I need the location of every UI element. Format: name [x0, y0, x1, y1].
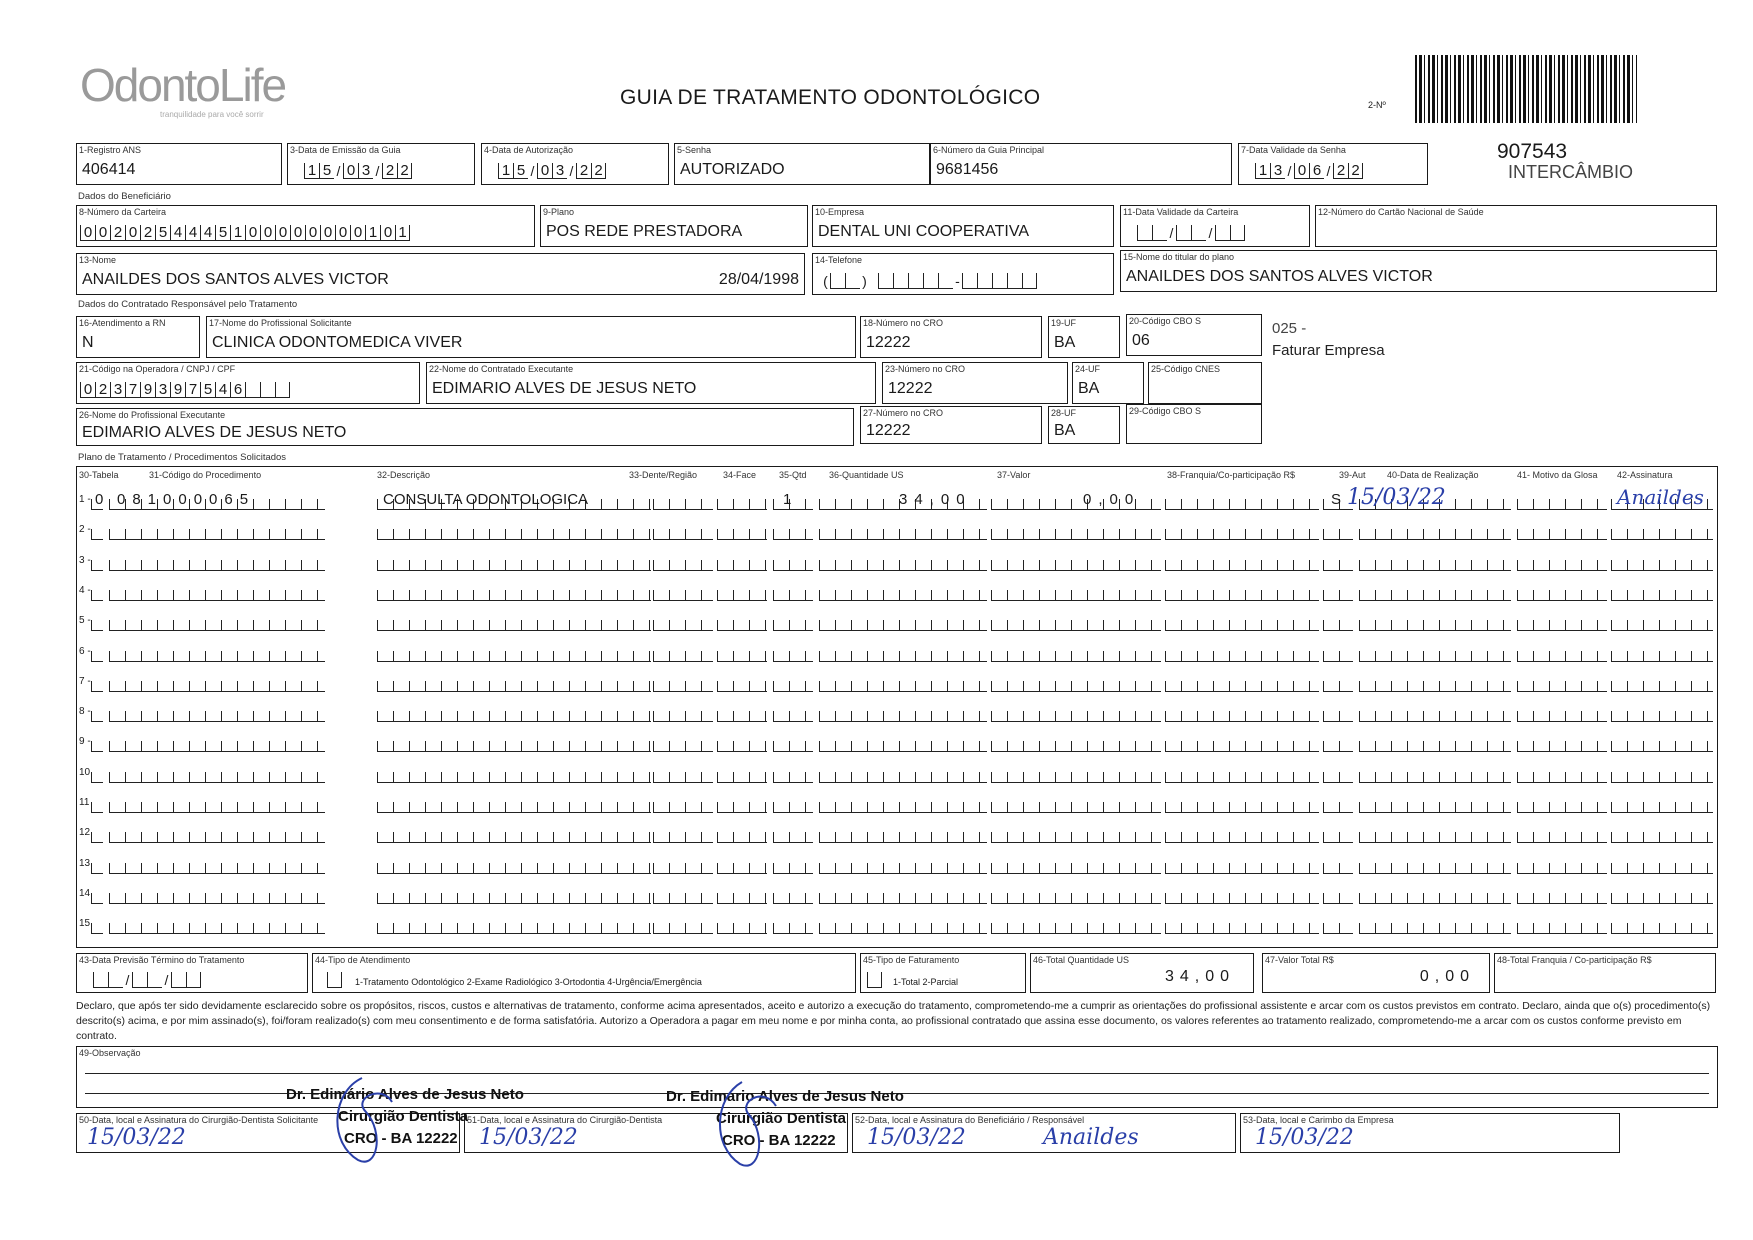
procedure-row[interactable] — [77, 606, 1717, 634]
label: 46-Total Quantidade US — [1033, 955, 1130, 965]
label: 7-Data Validade da Senha — [1241, 145, 1346, 155]
handwritten-date: 15/03/22 — [479, 1125, 578, 1150]
cell-valor: 0,00 — [1083, 491, 1141, 508]
label: 3-Data de Emissão da Guia — [290, 145, 401, 155]
procedure-row[interactable] — [77, 515, 1717, 543]
label: 12-Número do Cartão Nacional de Saúde — [1318, 207, 1484, 217]
label: 43-Data Previsão Término do Tratamento — [79, 955, 245, 965]
date-cells: 1 3 / 0 6 / 2 2 — [1255, 163, 1363, 179]
field-plano[interactable] — [540, 205, 808, 247]
field-atendimento-rn[interactable] — [76, 316, 200, 358]
page-title: GUIA DE TRATAMENTO ODONTOLÓGICO — [620, 86, 1041, 109]
field-total-us[interactable] — [1030, 953, 1254, 993]
row-number: 14 — [79, 887, 91, 899]
nascimento-value: 28/04/1998 — [718, 271, 799, 288]
label: 1-Registro ANS — [79, 145, 142, 155]
label: 49-Observação — [79, 1048, 141, 1058]
label: 44-Tipo de Atendimento — [315, 955, 411, 965]
field-titular[interactable] — [1120, 250, 1717, 292]
value: BA — [1054, 422, 1076, 439]
row-number: 7 - — [79, 675, 91, 687]
cell-tabela: 0 — [95, 491, 104, 508]
date-cells: 1 5 / 0 3 / 2 2 — [498, 163, 606, 179]
cell-us: 34,00 — [899, 491, 972, 508]
cell-aut: S — [1331, 491, 1342, 508]
procedure-row[interactable] — [77, 697, 1717, 725]
stamp-cro: CRO - BA 12222 — [722, 1132, 836, 1149]
procedure-row[interactable] — [77, 637, 1717, 665]
row-number: 9 - — [79, 736, 91, 748]
row-number: 1 - — [79, 494, 91, 505]
label: 18-Número no CRO — [863, 318, 944, 328]
row-number: 15 — [79, 918, 91, 930]
date-cells: 1 5 / 0 3 / 2 2 — [304, 163, 412, 179]
row-number: 8 - — [79, 706, 91, 718]
field-guia-principal[interactable] — [930, 143, 1232, 185]
column-header: 31-Código do Procedimento — [149, 470, 262, 480]
tipo-faturamento-options: 1-Total 2-Parcial — [893, 977, 959, 987]
column-header: 34-Face — [723, 470, 757, 480]
stamp-cro: CRO - BA 12222 — [344, 1130, 458, 1147]
note-text: Faturar Empresa — [1272, 342, 1385, 359]
section-plano-tratamento: Plano de Tratamento / Procedimentos Solicitados — [78, 452, 287, 463]
field-contratado-executante[interactable] — [426, 362, 876, 404]
field-uf-19[interactable] — [1048, 316, 1120, 358]
value: EDIMARIO ALVES DE JESUS NETO — [82, 424, 347, 441]
value: 12222 — [888, 380, 933, 397]
row-number: 2 - — [79, 524, 91, 536]
procedure-row[interactable] — [77, 849, 1717, 877]
cell-descricao: CONSULTA ODONTOLOGICA — [383, 491, 589, 508]
date-cells: / / — [1137, 225, 1245, 241]
label: 20-Código CBO S — [1129, 316, 1202, 326]
logo — [80, 58, 285, 119]
field-telefone[interactable] — [812, 253, 1114, 295]
label: 15-Nome do titular do plano — [1123, 252, 1235, 262]
stamp-name: Dr. Edimário Alves de Jesus Neto — [666, 1088, 904, 1105]
label: 19-UF — [1051, 318, 1077, 328]
value: DENTAL UNI COOPERATIVA — [818, 223, 1029, 240]
label: 17-Nome do Profissional Solicitante — [209, 318, 352, 328]
cell-codigo: 081000065 — [117, 491, 256, 508]
value: EDIMARIO ALVES DE JESUS NETO — [432, 380, 697, 397]
field-data-emissao[interactable] — [287, 143, 475, 185]
field-tipo-atendimento[interactable] — [312, 953, 856, 993]
row-number: 5 - — [79, 615, 91, 627]
column-header: 30-Tabela — [79, 470, 119, 480]
column-header: 33-Dente/Região — [629, 470, 698, 480]
column-header: 32-Descrição — [377, 470, 431, 480]
field-senha[interactable] — [674, 143, 930, 185]
label: 48-Total Franquia / Co-participação R$ — [1497, 955, 1652, 965]
row-number: 12 — [79, 827, 91, 839]
field-data-autorizacao[interactable] — [481, 143, 669, 185]
value: ANAILDES DOS SANTOS ALVES VICTOR — [82, 271, 389, 288]
section-beneficiario: Dados do Beneficiário — [78, 191, 171, 202]
column-header: 41- Motivo da Glosa — [1517, 470, 1598, 480]
procedure-row[interactable] — [77, 485, 1717, 513]
handwritten-signature: Anaildes — [1617, 485, 1704, 509]
declaration-text: Declaro, que após ter sido devidamente esclarecido sobre os propósitos, riscos, custos e alternativas de tratamento, conforme acima apresentados, aceito e autorizo a execução do tratamento, comprometendo-me a cumprir as orientações do profissional assistente e arcar com os custos previstos em contrato. Declaro, ainda que o(s) procedimento(s) descrito(s) acima, e por mim assinado(s), foi/foram realizado(s) com meu consentimento e de forma satisfatória. Autorizo a Operadora a pagar em meu nome e por minha conta, ao profissional contratado que assina esse documento, os valores referentes ao tratamento realizado, comprometendo-me a arcar com os custos conforme previsto em contrato. — [76, 1000, 1711, 1042]
note-code: 025 - — [1272, 320, 1307, 337]
field-cnpj[interactable] — [76, 362, 420, 404]
pen-signature-icon — [706, 1074, 796, 1174]
field-cartao-nacional[interactable] — [1315, 205, 1717, 247]
row-number: 11 — [79, 797, 90, 808]
column-header: 35-Qtd — [779, 470, 807, 480]
column-header: 38-Franquia/Co-participação R$ — [1167, 470, 1296, 480]
stamp-name: Dr. Edimário Alves de Jesus Neto — [286, 1086, 524, 1103]
label: 45-Tipo de Faturamento — [863, 955, 960, 965]
field-nome[interactable] — [76, 253, 805, 295]
label: 51-Data, local e Assinatura do Cirurgião-Dentista — [467, 1115, 663, 1125]
value: 406414 — [82, 161, 136, 178]
value: ANAILDES DOS SANTOS ALVES VICTOR — [1126, 268, 1433, 285]
label: 6-Número da Guia Principal — [933, 145, 1045, 155]
field-cnes[interactable] — [1148, 362, 1262, 404]
procedure-row[interactable] — [77, 667, 1717, 695]
value: POS REDE PRESTADORA — [546, 223, 743, 240]
field-empresa[interactable] — [812, 205, 1114, 247]
value: 12222 — [866, 422, 911, 439]
field-valor-total[interactable] — [1262, 953, 1490, 993]
field-uf-28[interactable] — [1048, 406, 1120, 444]
handwritten-date: 15/03/22 — [1347, 485, 1446, 510]
procedure-row[interactable] — [77, 909, 1717, 937]
value: 12222 — [866, 334, 911, 351]
row-number: 6 - — [79, 645, 91, 657]
cnpj-cells: 0 2 3 7 9 3 9 7 5 4 6 — [80, 382, 290, 398]
label: 50-Data, local e Assinatura do Cirurgião-Dentista Solicitante — [79, 1115, 319, 1125]
label: 10-Empresa — [815, 207, 865, 217]
field-cbo-29[interactable] — [1126, 404, 1262, 444]
row-number: 13 — [79, 857, 91, 869]
label: 14-Telefone — [815, 255, 863, 265]
signature-empresa[interactable] — [1240, 1113, 1620, 1153]
row-number: 4 - — [79, 584, 91, 596]
label: 16-Atendimento a RN — [79, 318, 166, 328]
stamp-role: Cirurgião Dentista — [716, 1110, 847, 1127]
guide-number: 907543 — [1497, 140, 1568, 163]
value: N — [82, 334, 94, 351]
procedure-row[interactable] — [77, 546, 1717, 574]
value: BA — [1078, 380, 1100, 397]
label: 4-Data de Autorização — [484, 145, 574, 155]
handwritten-date: 15/03/22 — [867, 1125, 966, 1150]
section-contratado: Dados do Contratado Responsável pelo Tratamento — [78, 299, 298, 310]
field-cro-23[interactable] — [882, 362, 1068, 404]
number-label: 2-Nº — [1368, 100, 1386, 110]
column-header: 37-Valor — [997, 470, 1031, 480]
choice-cell — [327, 972, 342, 988]
label: 25-Código CNES — [1151, 364, 1221, 374]
total-us-value: 34,00 — [1164, 968, 1235, 985]
value: AUTORIZADO — [680, 161, 785, 178]
label: 29-Código CBO S — [1129, 406, 1202, 416]
label: 53-Data, local e Carimbo da Empresa — [1243, 1115, 1394, 1125]
barcode — [1415, 55, 1637, 123]
handwritten-date: 15/03/22 — [1255, 1125, 1354, 1150]
value: 06 — [1132, 332, 1150, 349]
procedure-row[interactable] — [77, 758, 1717, 786]
procedures-table — [76, 466, 1718, 948]
carteira-cells: 0 0 2 0 2 5 4 4 4 5 1 0 0 0 0 0 0 0 0 1 0 1 — [80, 225, 410, 241]
field-uf-24[interactable] — [1072, 362, 1144, 404]
field-profissional-solicitante[interactable] — [206, 316, 856, 358]
row-number: 10 — [79, 766, 91, 778]
handwritten-date: 15/03/22 — [87, 1125, 186, 1150]
value: CLINICA ODONTOMEDICA VIVER — [212, 334, 463, 351]
column-header: 40-Data de Realização — [1387, 470, 1479, 480]
field-registro-ans[interactable] — [76, 143, 282, 185]
label: 9-Plano — [543, 207, 575, 217]
signature-beneficiario[interactable] — [852, 1113, 1236, 1153]
procedure-row[interactable] — [77, 788, 1717, 816]
field-validade-senha[interactable] — [1238, 143, 1428, 185]
field-cro-18[interactable] — [860, 316, 1042, 358]
stamp-role: Cirurgião Dentista — [338, 1108, 469, 1125]
label: 28-UF — [1051, 408, 1077, 418]
column-header: 39-Aut — [1339, 470, 1366, 480]
field-profissional-executante[interactable] — [76, 408, 854, 446]
field-validade-carteira[interactable] — [1120, 205, 1310, 247]
label: 11-Data Validade da Carteira — [1123, 207, 1239, 217]
field-previsao-termino[interactable] — [76, 953, 308, 993]
label: 26-Nome do Profissional Executante — [79, 410, 226, 420]
procedure-row[interactable] — [77, 818, 1717, 846]
cell-qtd: 1 — [783, 491, 792, 508]
value: 9681456 — [936, 161, 999, 178]
label: 47-Valor Total R$ — [1265, 955, 1334, 965]
column-header: 36-Quantidade US — [829, 470, 904, 480]
date-cells: / / — [93, 972, 201, 988]
procedure-row[interactable] — [77, 576, 1717, 604]
choice-cell — [867, 972, 882, 988]
label: 27-Número no CRO — [863, 408, 944, 418]
row-number: 3 - — [79, 554, 91, 566]
label: 22-Nome do Contratado Executante — [429, 364, 574, 374]
pen-signature-icon — [322, 1072, 412, 1168]
phone-cells: ( ) - — [821, 273, 1037, 289]
field-cro-27[interactable] — [860, 406, 1042, 444]
column-header: 42-Assinatura — [1617, 470, 1673, 480]
tipo-atendimento-options: 1-Tratamento Odontológico 2-Exame Radiológico 3-Ortodontia 4-Urgência/Emergência — [355, 977, 702, 987]
field-numero-carteira[interactable] — [76, 205, 535, 247]
logo-tagline: tranquilidade para você sorrir — [160, 110, 264, 119]
label: 8-Número da Carteira — [79, 207, 167, 217]
logo-text: OdontoLife — [80, 59, 286, 111]
label: 52-Data, local e Assinatura do Beneficiário / Responsável — [855, 1115, 1085, 1125]
label: 5-Senha — [677, 145, 712, 155]
label: 23-Número no CRO — [885, 364, 966, 374]
total-valor-value: 0,00 — [1419, 968, 1475, 985]
guide-type: INTERCÂMBIO — [1508, 162, 1634, 182]
procedure-row[interactable] — [77, 879, 1717, 907]
field-tipo-faturamento[interactable] — [860, 953, 1026, 993]
label: 24-UF — [1075, 364, 1101, 374]
label: 13-Nome — [79, 255, 117, 265]
field-cbo-20[interactable] — [1126, 314, 1262, 356]
label: 21-Código na Operadora / CNPJ / CPF — [79, 364, 236, 374]
handwritten-signature: Anaildes — [1043, 1125, 1139, 1150]
procedure-row[interactable] — [77, 727, 1717, 755]
value: BA — [1054, 334, 1076, 351]
field-total-franquia[interactable] — [1494, 953, 1716, 993]
